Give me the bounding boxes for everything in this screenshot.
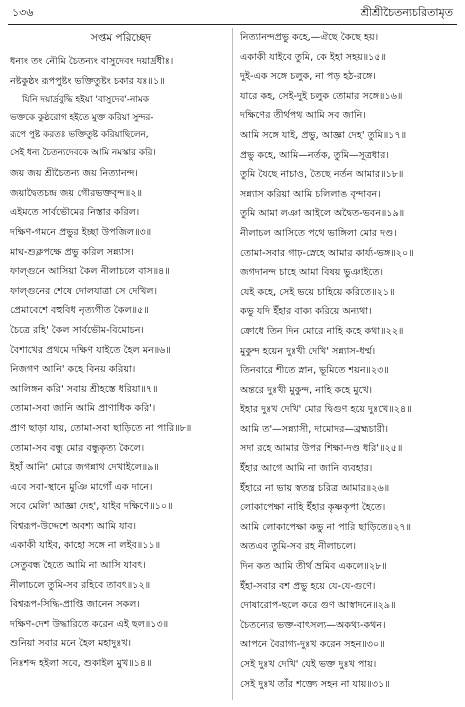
running-title: শ্রীশ্রীচৈতন্যচরিতামৃত xyxy=(360,6,453,19)
verse-line: আমি সঙ্গে যাই, প্রভু, আজ্ঞা দেহ' তুমি॥১৭॥ xyxy=(240,129,407,141)
verse-line: তোমা-সবার গাঢ়-স্নেহে আমার কার্য্য-ভঙ্গ॥২০॥ xyxy=(240,247,414,259)
verse-line: নিজগণ আনি' কহে বিনয় করিয়া। xyxy=(10,364,136,376)
verse-line: আপনে বৈরাগ্য-দুঃখ করেন সহন॥৩০॥ xyxy=(240,639,385,651)
verse-line: নিঃশব্দ হইলা সবে, শুকাইল মুখ॥১৪॥ xyxy=(10,658,152,670)
right-column xyxy=(240,28,462,694)
translation-line: রূপে পুষ্ট করতঃ ভক্তিতুষ্ট করিয়াছিলেন, xyxy=(10,130,149,141)
verse-line: আমি ত'—সন্ন্যাসী, দামোদর—ব্রহ্মচারী। xyxy=(240,423,389,435)
verse-line: ইহার দুঃখ দেখি' মোর দ্বিগুণ হয়ে দুঃখে॥২৪॥ xyxy=(240,404,412,416)
verse-line: সেই দুঃখ তাঁর শক্ত্যে সহন না যায়॥৩১॥ xyxy=(240,678,390,690)
verse-line: নীলাচলে তুমি-সব রহিবে তাবৎ॥১২॥ xyxy=(10,579,151,591)
verse-line: প্রাণ ছাড়া যায়, তোমা-সবা ছাড়িতে না পারি॥৮॥ xyxy=(10,422,192,434)
verse-line: অন্তরে দুঃখী মুকুন্দ, নাহি কহে মুখে। xyxy=(240,384,373,396)
verse-line: ক্রোধে তিন দিন মোরে নাহি কহে কথা॥২২॥ xyxy=(240,325,404,337)
verse-line: দক্ষিণ-গমনে প্রভুর ইচ্ছা উপজিল॥৩॥ xyxy=(10,226,152,238)
left-column xyxy=(10,28,232,674)
verse-line: ইঁহার আগে আমি না জানি ব্যবহার। xyxy=(240,463,373,475)
verse-line: সন্ন্যাস করিয়া আমি চলিলাঙ বৃন্দাবন। xyxy=(240,188,381,200)
verse-line: বৈশাখের প্রথমে দক্ষিণ যাইতে হৈল মন॥৬॥ xyxy=(10,344,171,356)
verse-line: তুমি যৈছে নাচাও, তৈছে নর্তন আমার॥১৮॥ xyxy=(240,169,404,181)
verse-line: দক্ষিণ-দেশ উদ্ধারিতে করেন এই ছল॥১৩॥ xyxy=(10,618,169,630)
verse-line: ইঁহারে না ভায় স্বতন্ত্র চরিত্র আমার॥২৬॥ xyxy=(240,482,390,494)
verse-line: ইহাঁ আনি' মোরে জগন্নাথ দেখাইলে॥৯॥ xyxy=(10,462,159,474)
verse-line: শুনিয়া সবার মনে হৈল মহাদুঃখ। xyxy=(10,638,132,650)
verse-line: একাকী যাইব, কাহো সঙ্গে না লইব॥১১॥ xyxy=(10,540,161,552)
page-number: ১৩৬ xyxy=(12,6,34,19)
verse-line: এবে সবা-স্থানে মুঞি মাগোঁ এক দানে। xyxy=(10,481,153,493)
verse-line: দক্ষিণের তীর্থপথ আমি সব জানি। xyxy=(240,110,366,122)
verse-line: তোমা-সবা জানি আমি প্রাণাধিক করি'। xyxy=(10,403,156,415)
verse-line: সবে মেলি' আজ্ঞা দেহ', যাইব দক্ষিণে॥১০॥ xyxy=(10,501,173,513)
header-rule xyxy=(8,24,457,25)
translation-line: যিনি দয়ার্দ্রবুদ্ধি হইয়া 'বাসুদেব'-নামক xyxy=(22,95,150,106)
verse-line: মাঘ-শুক্লপক্ষে প্রভু করিল সন্ন্যাস। xyxy=(10,246,134,258)
verse-line: প্রেমাবেশে বহুবিধ নৃত্যগীত কৈল॥৫॥ xyxy=(10,305,149,317)
translation-line: সেই ধন্য চৈতন্যদেবকে আমি নমস্কার করি। xyxy=(10,147,156,158)
verse-line: অতএব তুমি-সব রহ নীলাচলে। xyxy=(240,541,357,553)
verse-line: যেই কহে, সেই ভয়ে চাহিয়ে করিতে॥২১॥ xyxy=(240,286,395,298)
verse-line: সেতুবন্ধ হৈতে আমি না আসি যাবৎ। xyxy=(10,560,146,572)
verse-line: নিত্যানন্দপ্রভু কহে,—ঐছে কৈছে হয়। xyxy=(240,32,379,43)
verse-line: জয় জয় শ্রীচৈতন্য জয় নিত্যানন্দ। xyxy=(10,168,138,180)
chapter-title: সপ্তম পরিচ্ছেদ xyxy=(90,32,152,44)
verse-line: বিশ্বরূপ-সিদ্ধি-প্রাপ্তি জানেন সকল। xyxy=(10,599,140,611)
verse-line: ধন্যং তং নৌমি চৈতন্যং বাসুদেবং দয়ার্দ্রধীঃ। xyxy=(10,56,174,67)
verse-line: দিন কত আমি তীর্থ ভ্রমিব একলে॥২৮॥ xyxy=(240,561,387,573)
verse-line: একাকী যাইবে তুমি, কে ইহা সহয়॥১৫॥ xyxy=(240,51,387,63)
verse-line: জয়াদ্বৈতচন্দ্র জয় গৌরভক্তবৃন্দ॥২॥ xyxy=(10,187,143,199)
page-header xyxy=(8,4,457,22)
translation-block xyxy=(10,92,232,162)
verse-line: আলিঙ্গন করি' সবায় শ্রীহস্তে ধরিয়া॥৭॥ xyxy=(10,383,158,395)
verse-line: দোষারোপ-ছলে করে গুণ আস্বাদনে॥২৯॥ xyxy=(240,600,396,612)
verse-line: ফাল্গুনের শেষে দোলযাত্রা সে দেখিল। xyxy=(10,285,158,297)
verse-line: ফাল্গুনে আসিয়া কৈল নীলাচলে বাস॥৪॥ xyxy=(10,266,170,278)
verse-line: বিশ্বরূপ-উদ্দেশে অবশ্য আমি যাব। xyxy=(10,520,137,532)
verse-line: নষ্টকুষ্ঠং রূপপুষ্টং ভক্তিতুষ্টং চকার যঃ॥১॥ xyxy=(10,75,165,87)
column-divider xyxy=(232,28,233,700)
verse-line: তোমা-সব বন্ধু মোর বন্ধুকৃত্য কৈলে। xyxy=(10,442,145,454)
verse-line: নীলাচল আসিতে পথে ভাঙ্গিলা মোর দণ্ড। xyxy=(240,227,397,239)
verse-line: জগদানন্দ চাহে আমা বিষয় ভুঞাইতে। xyxy=(240,267,384,279)
verse-line: কভু যদি ইঁহার বাক্য করিয়ে অন্যথা। xyxy=(240,306,372,318)
translation-line: ভক্তকে কুষ্ঠরোগ হইতে মুক্ত করিয়া সুন্দর- xyxy=(10,112,154,123)
verse-line: যারে কহ, সেই-দুই চলুক তোমার সঙ্গে॥১৬॥ xyxy=(240,90,403,102)
verse-line: তিনবারে শীতে স্নান, ভূমিতে শয়ন॥২৩॥ xyxy=(240,365,389,377)
verse-line: চৈত্রে রহি' কৈল সার্বভৌম-বিমোচন। xyxy=(10,324,144,336)
verse-line: আমি লোকাপেক্ষা কভু না পারি ছাড়িতে॥২৭॥ xyxy=(240,521,412,533)
verse-line: সদা রহে আমার উপর শিক্ষা-দণ্ড ধরি'॥২৫॥ xyxy=(240,443,403,455)
verse-line: দুই-এক সঙ্গে চলুক, না পড় হঠ-রঙ্গে। xyxy=(240,71,376,83)
verse-line: চৈতন্যের ভক্ত-বাৎসল্য—অকথ্য-কথন। xyxy=(240,619,386,631)
verse-line: ইঁহা-সবার বশ প্রভু হয়ে যে-যে-গুণে। xyxy=(240,580,376,592)
verse-line: প্রভু কহে, আমি—নর্তক, তুমি—সূত্রধার। xyxy=(240,149,389,161)
verse-line: লোকাপেক্ষা নাহি ইঁহার কৃষ্ণকৃপা হৈতে। xyxy=(240,502,386,514)
verse-line: মুকুন্দ হয়েন দুঃখী দেখি' সন্ন্যাস-ধর্ম্ম। xyxy=(240,345,376,357)
verse-line: সেই দুঃখ দেখি' যেই ভক্ত দুঃখ পায়। xyxy=(240,659,377,670)
verse-line: এইমতে সার্বভৌমের নিস্তার করিল। xyxy=(10,207,140,219)
verse-line: তুমি আমা লঞা আইলে অদ্বৈত-ভবন॥১৯॥ xyxy=(240,208,405,220)
